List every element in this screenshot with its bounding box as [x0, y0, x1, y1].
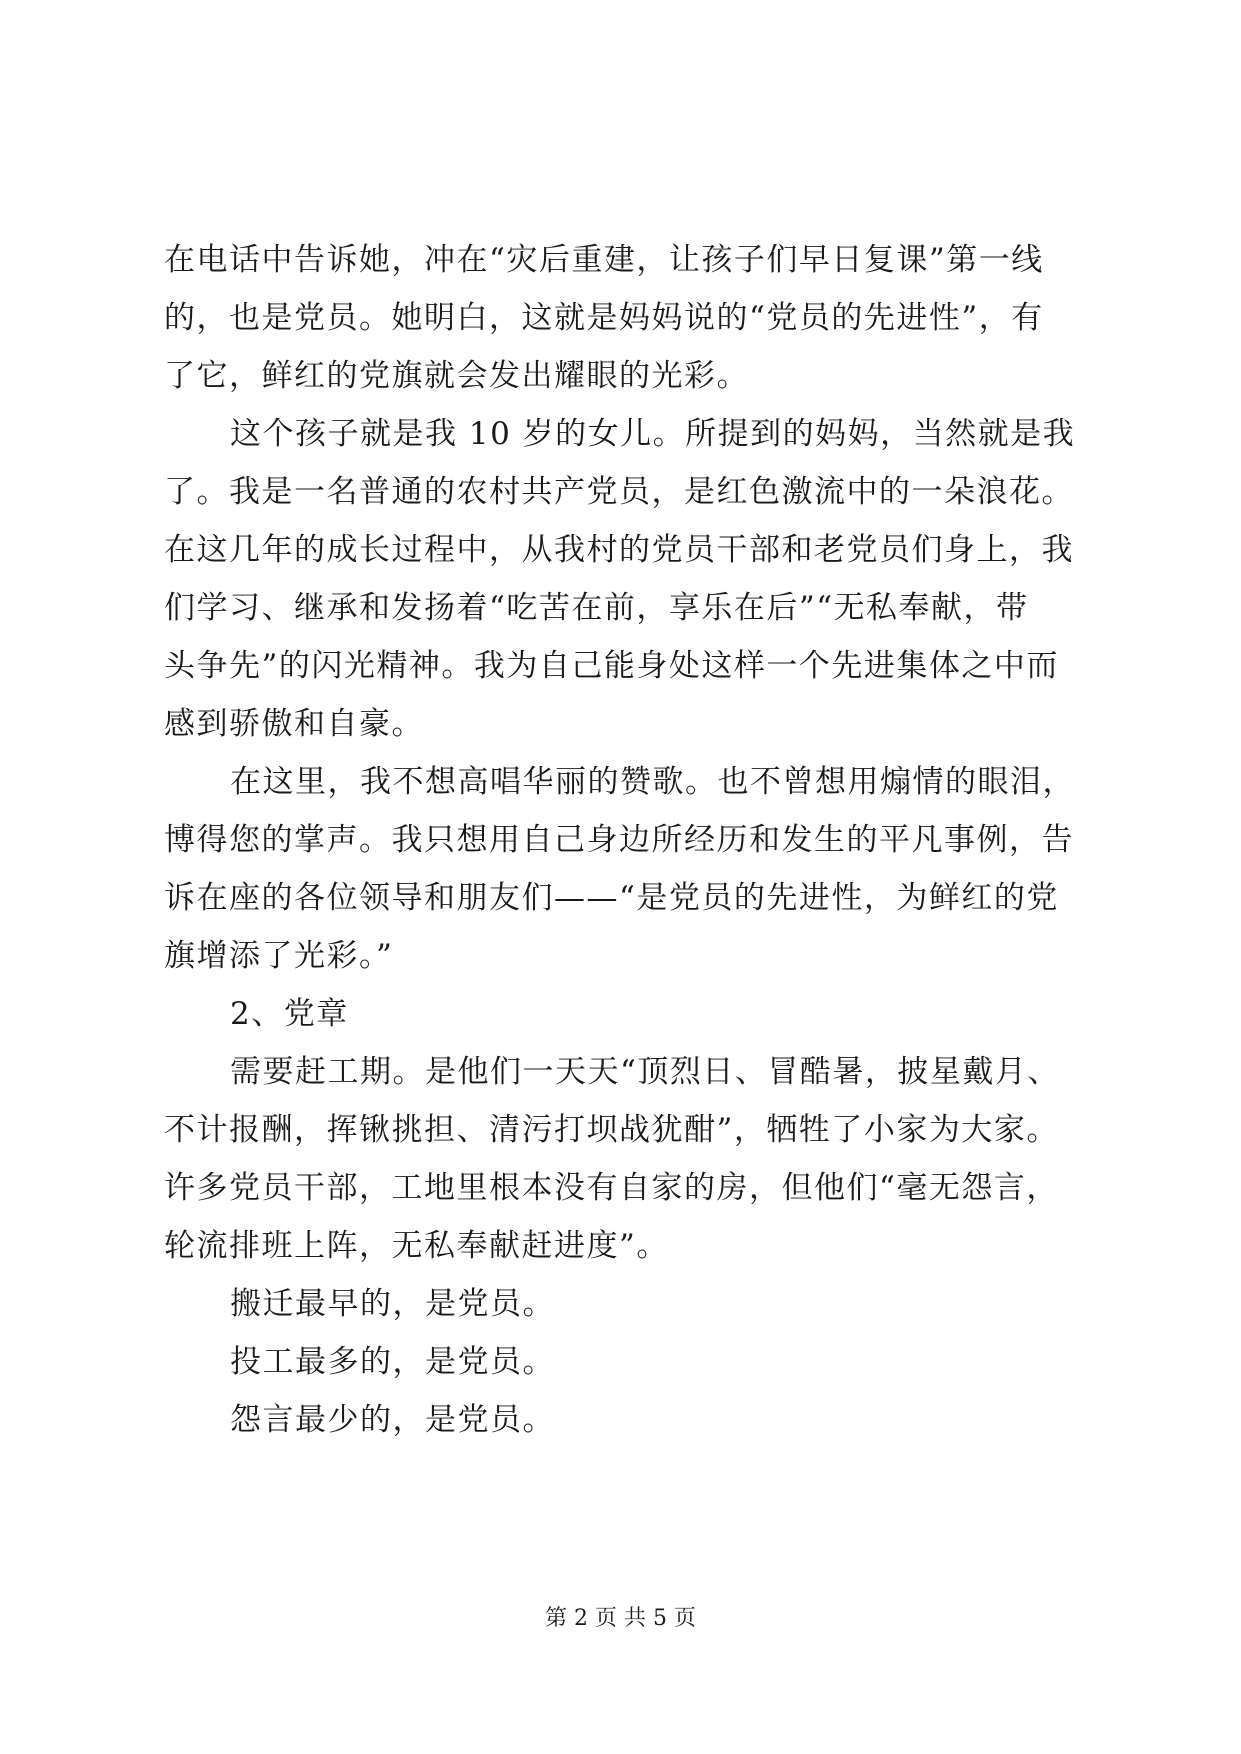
text-line: 许多党员干部，工地里根本没有自家的房，但他们“毫无怨言， [164, 1170, 1059, 1206]
text-line: 们学习、继承和发扬着“吃苦在前，享乐在后”“无私奉献，带 [164, 590, 1029, 626]
text-line: 不计报酬，挥锹挑担、清污打坝战犹酣”，牺牲了小家为大家。 [164, 1112, 1059, 1148]
text-line: 投工最多的，是党员。 [230, 1344, 555, 1380]
text-line: 在电话中告诉她，冲在“灾后重建，让孩子们早日复课”第一线 [164, 242, 1044, 278]
body-text [164, 231, 1084, 1449]
page-number-footer: 第 2 页 共 5 页 [545, 1606, 696, 1631]
text-line: 诉在座的各位领导和朋友们——“是党员的先进性，为鲜红的党 [164, 880, 1059, 916]
text-line: 轮流排班上阵，无私奉献赶进度”。 [164, 1228, 669, 1264]
text-line: 在这里，我不想高唱华丽的赞歌。也不曾想用煽情的眼泪， [230, 764, 1075, 800]
text-line: 旗增添了光彩。” [164, 938, 394, 974]
text-line: 感到骄傲和自豪。 [164, 706, 424, 742]
text-line: 这个孩子就是我 10 岁的女儿。所提到的妈妈，当然就是我 [230, 416, 1076, 452]
text-line: 的，也是党员。她明白，这就是妈妈说的“党员的先进性”，有 [164, 300, 1044, 336]
text-line: 博得您的掌声。我只想用自己身边所经历和发生的平凡事例，告 [164, 822, 1074, 858]
text-line: 搬迁最早的，是党员。 [230, 1286, 555, 1322]
text-line: 需要赶工期。是他们一天天“顶烈日、冒酷暑，披星戴月、 [230, 1054, 1060, 1090]
text-line: 在这几年的成长过程中，从我村的党员干部和老党员们身上，我 [164, 532, 1074, 568]
section-heading: 2、党章 [230, 996, 349, 1032]
text-line: 了。我是一名普通的农村共产党员，是红色激流中的一朵浪花。 [164, 474, 1074, 510]
text-line: 怨言最少的，是党员。 [230, 1402, 555, 1438]
text-line: 头争先”的闪光精神。我为自己能身处这样一个先进集体之中而 [164, 648, 1059, 684]
text-line: 了它，鲜红的党旗就会发出耀眼的光彩。 [164, 358, 749, 394]
